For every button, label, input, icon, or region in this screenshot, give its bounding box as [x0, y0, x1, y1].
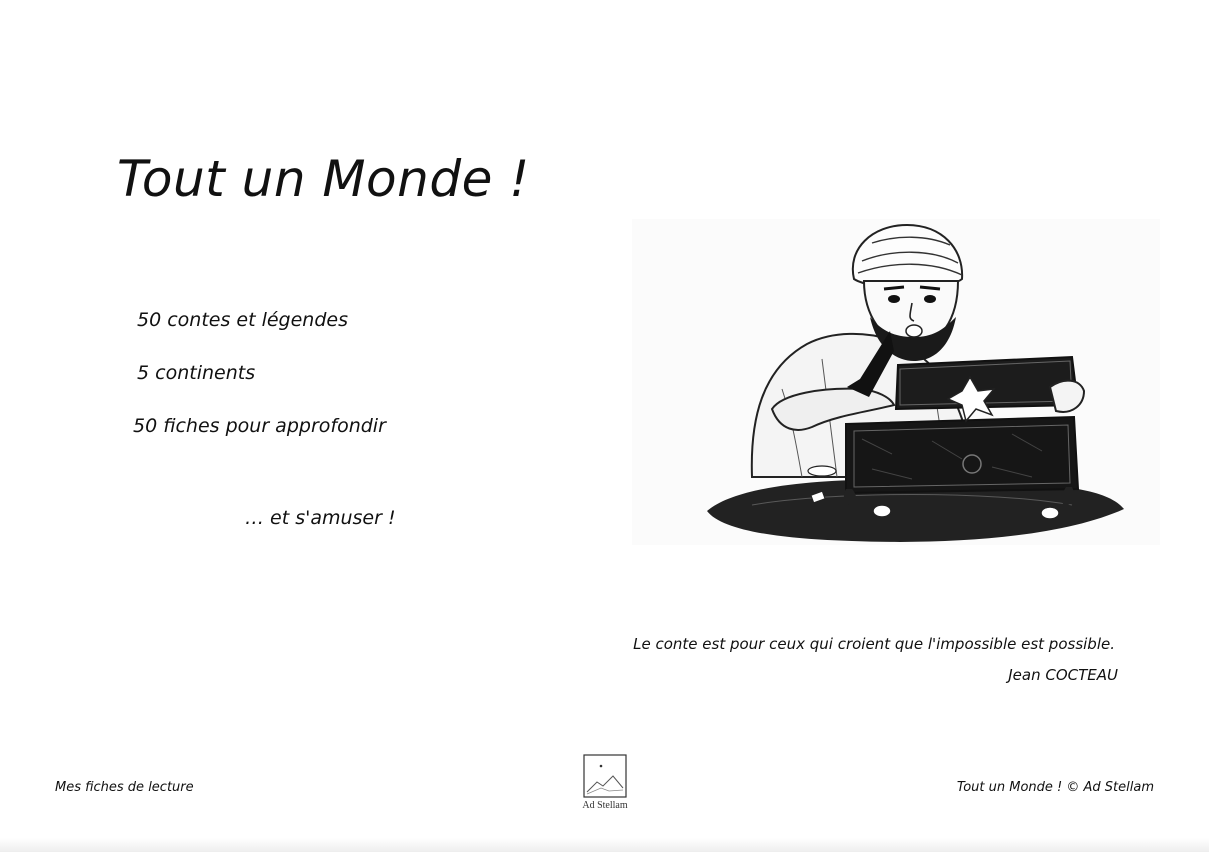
quote-author: Jean COCTEAU — [1008, 666, 1118, 684]
storyteller-illustration — [632, 219, 1160, 545]
publisher-logo — [579, 754, 631, 818]
page-title: Tout un Monde ! — [117, 150, 530, 208]
tagline: … et s'amuser ! — [245, 507, 396, 529]
quote-text: Le conte est pour ceux qui croient que l'impossible est possible. — [633, 635, 1115, 653]
footer-copyright: Tout un Monde ! © Ad Stellam — [956, 780, 1154, 795]
feature-item-continents: 5 continents — [137, 362, 256, 384]
ad-stellam-logo-icon — [583, 754, 627, 798]
feature-item-tales: 50 contes et légendes — [137, 309, 348, 331]
footer-series: Mes fiches de lecture — [55, 780, 194, 795]
logo-text: Ad Stellam — [582, 800, 628, 811]
page-edge-shadow — [0, 838, 1209, 852]
feature-item-worksheets: 50 fiches pour approfondir — [133, 415, 386, 437]
